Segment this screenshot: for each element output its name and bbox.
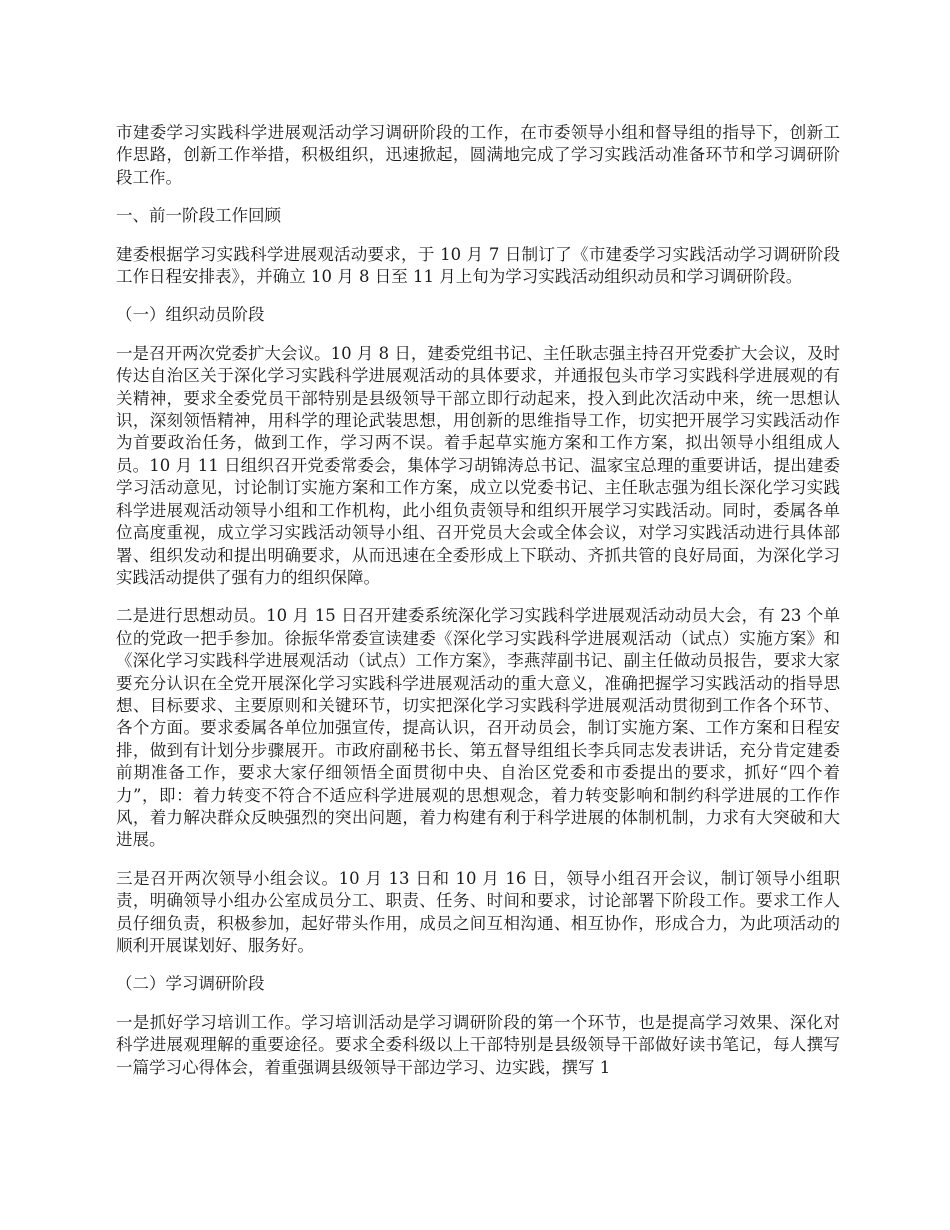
ideological-mobilization-paragraph: 二是进行思想动员。10 月 15 日召开建委系统深化学习实践科学进展观活动动员大会，有 23 个单位的党政一把手参加。徐振华常委宣读建委《深化学习实践科学进展观活动（试点）实施方案》和《深化学习实践科学进展观活动（试点）工作方案》，李燕萍副书记、副主任做动员报告，要求大家要充分认识在全党开展深化学习实践科学进展观活动的重大意义，准确把握学习实践活动的指导思想、目标要求、主要原则和关键环节，切实把深化学习实践科学进展观活动贯彻到工作各个环节、各个方面。要求委属各单位加强宣传，提高认识，召开动员会，制订实施方案、工作方案和日程安排，做到有计划分步骤展开。市政府副秘书长、第五督导组组长李兵同志发表讲话，充分肯定建委前期准备工作，要求大家仔细领悟全面贯彻中央、自治区党委和市委提出的要求，抓好“四个着力”，即：着力转变不符合不适应科学进展观的思想观念，着力转变影响和制约科学进展的工作作风，着力解决群众反映强烈的突出问题，着力构建有利于科学进展的体制机制，力求有大突破和大进展。 [116,606,840,850]
leading-group-meeting-paragraph: 三是召开两次领导小组会议。10 月 13 日和 10 月 16 日，领导小组召开会议，制订领导小组职责，明确领导小组办公室成员分工、职责、任务、时间和要求，讨论部署下阶段工作。要求工作人员仔细负责，积极参加，起好带头作用，成员之间互相沟通、相互协作，形成合力，为此项活动的顺利开展谋划好、服务好。 [116,868,840,955]
subsection-heading-mobilization: （一）组织动员阶段 [116,305,265,325]
subsection-heading-study-research: （二）学习调研阶段 [116,974,265,994]
party-meeting-paragraph: 一是召开两次党委扩大会议。10 月 8 日，建委党组书记、主任耿志强主持召开党委扩大会议，及时传达自治区关于深化学习实践科学进展观活动的具体要求，并通报包头市学习实践科学进展观的有关精神，要求全委党员干部特别是县级领导干部立即行动起来，投入到此次活动中来，统一思想认识，深刻领悟精神，用科学的理论武装思想，用创新的思维指导工作，切实把开展学习实践活动作为首要政治任务，做到工作，学习两不误。着手起草实施方案和工作方案，拟出领导小组组成人员。10 月 11 日组织召开党委常委会，集体学习胡锦涛总书记、温家宝总理的重要讲话，提出建委学习活动意见，讨论制订实施方案和工作方案，成立以党委书记、主任耿志强为组长深化学习实践科学进展观活动领导小组和工作机构，此小组负责领导和组织开展学习实践活动。同时，委属各单位高度重视，成立学习实践活动领导小组、召开党员大会或全体会议，对学习实践活动进行具体部署、组织发动和提出明确要求，从而迅速在全委形成上下联动、齐抓共管的良好局面，为深化学习实践活动提供了强有力的组织保障。 [116,343,840,587]
intro-paragraph: 市建委学习实践科学进展观活动学习调研阶段的工作，在市委领导小组和督导组的指导下，创新工作思路，创新工作举措，积极组织，迅速掀起，圆满地完成了学习实践活动准备环节和学习调研阶段工作。 [116,123,840,187]
document-page [116,122,840,1095]
section-heading-review: 一、前一阶段工作回顾 [116,206,281,226]
schedule-paragraph: 建委根据学习实践科学进展观活动要求，于 10 月 7 日制订了《市建委学习实践活动学习调研阶段工作日程安排表》，并确立 10 月 8 日至 11 月上旬为学习实践活动组织动员和学习调研阶段。 [116,244,840,287]
study-training-paragraph: 一是抓好学习培训工作。学习培训活动是学习调研阶段的第一个环节，也是提高学习效果、深化对科学进展观理解的重要途径。要求全委科级以上干部特别是县级领导干部做好读书笔记，每人撰写一篇学习心得体会，着重强调县级领导干部边学习、边实践，撰写 1 [116,1012,840,1077]
